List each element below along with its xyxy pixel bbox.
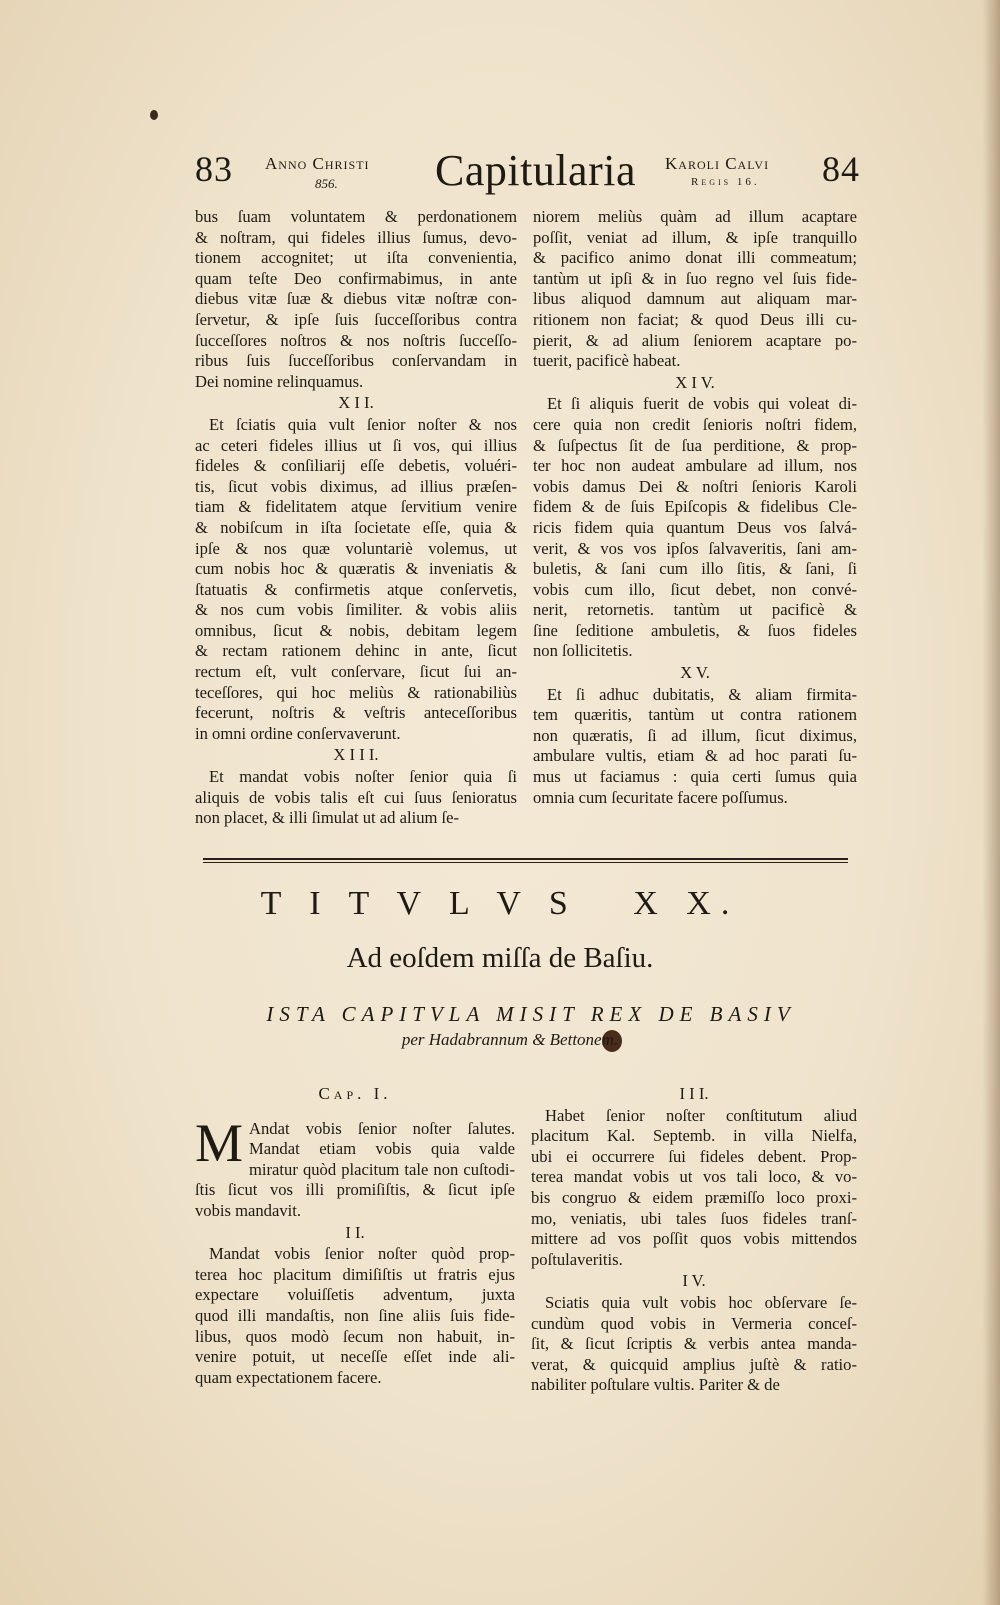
paragraph-continuation (195, 207, 517, 392)
section-heading-ii: I I. (345, 1222, 365, 1242)
text-line: & nobiſcum in iſta ſocietate eſſe, quia & (195, 517, 517, 537)
text-line: Et ſi aliquis fuerit de vobis qui voleat di- (547, 394, 857, 414)
text-line: teceſſores, qui hoc meliùs & rationabiliùs (195, 682, 517, 702)
text-line: Habet ſenior noſter conſtitutum aliud (545, 1105, 857, 1125)
text-line: tiam & fidelitatem atque ſervitium venire (195, 497, 517, 517)
text-line: omnibus, ſicut & nobis, debitam legem (195, 620, 517, 640)
text-line: nabiliter poſtulare vultis. Pariter & de (531, 1375, 780, 1395)
text-line: quod illi mandaſtis, non ſine aliis ſuis fide- (195, 1305, 515, 1325)
text-line: verat, & quicquid amplius juſtè & ratio- (531, 1354, 857, 1374)
text-line: tis, ſicut vobis diximus, ad illius præſen- (195, 476, 517, 496)
text-line: bis congruo & eidem præmiſſo loco proxi- (531, 1187, 857, 1207)
column-lower-left (195, 1083, 515, 1388)
ink-spot (150, 110, 158, 120)
text-line: ubi ei occurrere ſui fideles debent. Prop- (531, 1146, 857, 1166)
text-line: aliquis de vobis talis eſt cui ſuus ſenioratus (195, 787, 517, 807)
text-line: cere quia non credit ſenioris noſtri fidem, (533, 414, 857, 434)
section-heading-iii: I I I. (679, 1084, 709, 1103)
text-line: cundùm quod vobis in Vermeria conceſ- (531, 1313, 857, 1333)
text-line: tuerit, pacificè habeat. (533, 351, 681, 371)
text-line: terea hoc placitum dimiſiſtis ut fratris ejus (195, 1264, 515, 1284)
text-line: Dei nomine relinquamus. (195, 371, 364, 391)
running-head-right: Karoli Calvi (665, 154, 770, 173)
text-line: libus aliquod damnum aut aliquam mar- (533, 289, 857, 309)
column-upper-right (533, 207, 857, 808)
text-line: nerit, retornetis. tantùm ut pacificè & (533, 600, 857, 620)
paragraph-i (195, 1112, 515, 1222)
text-line: expectare voluiſſetis adventum, juxta (195, 1285, 515, 1305)
text-line: vobis cum illo, ſicut debet, non convé- (533, 579, 857, 599)
text-line: ſucceſſores noſtros & nos noſtris ſucceſſo- (195, 330, 517, 350)
text-line: & noſtram, qui fideles illius ſumus, devo- (195, 227, 517, 247)
text-line: mus ut faciamus : quia certi ſumus quia (533, 767, 857, 787)
text-line: & ſuſpectus ſit de ſua perditione, & prop- (533, 435, 857, 455)
section-heading-xiii: X I I I. (333, 745, 379, 765)
section-heading-xii: X I I. (338, 393, 374, 413)
section-heading-xiv: X I V. (675, 372, 715, 392)
drop-capital: M (195, 1112, 244, 1173)
text-line: fideles & conſiliarij eſſe debetis, voluéri- (195, 456, 517, 476)
title-heading (0, 885, 1000, 923)
text-line: terea mandat vobis ut vos tali loco, & vo- (531, 1167, 857, 1187)
text-line: ribus ſuis ſucceſſoribus conſervandam in (195, 351, 517, 371)
text-line: ritionem non faciat; & quod Deus illi cu- (533, 309, 857, 329)
text-line: fecerunt, noſtris & veſtris anteceſſoribus (195, 703, 517, 723)
text-line: ſtatuatis & confirmetis atque conſervetis, (195, 579, 517, 599)
text-line: ac ceteri fideles illius ut ſi vos, qui illius (195, 435, 517, 455)
page-edge-shadow (982, 0, 1000, 1605)
text-line: tionem accognitet; ut iſta convenientia, (195, 248, 517, 268)
page-header (195, 148, 860, 198)
text-line: diebus vitæ ſuæ & diebus vitæ noſtræ con- (195, 289, 517, 309)
text-line: verit, & vos vos ipſos ſalvaveritis, ſani am- (533, 538, 857, 558)
page-number-left: 83 (195, 149, 233, 189)
paragraph-xiii (195, 767, 517, 829)
italic-heading-line-2: per Hadabrannum & Bettonem. (401, 1030, 619, 1049)
text-line: cum nobis hoc & quæratis & inveniatis & (195, 559, 517, 579)
text-line: tem quæritis, tantùm ut contra rationem (533, 705, 857, 725)
text-line: poſtulaveritis. (531, 1249, 623, 1269)
subtitle-heading: Ad eoſdem miſſa de Baſiu. (346, 942, 654, 974)
text-line: Sciatis quia vult vobis hoc obſervare ſe- (545, 1292, 857, 1312)
text-line: Et mandat vobis noſter ſenior quia ſi (209, 767, 517, 787)
text-line: poſſit, veniat ad illum, & ipſe tranquillo (533, 227, 857, 247)
text-line: ſervetur, & ipſe ſuis ſucceſſoribus contra (195, 309, 517, 329)
text-line: buletis, & ſani cum illo ſitis, & ſani, ſi (533, 559, 857, 579)
text-line: libus, quos modò ſecum non habuit, in- (195, 1326, 515, 1346)
paragraph-ii (195, 1244, 515, 1388)
text-line: niorem meliùs quàm ad illum acaptare (533, 207, 857, 226)
text-line: & rectam rationem dehinc in ante, ſicut (195, 641, 517, 661)
running-title: Capitularia (435, 146, 636, 195)
text-line: ipſe & nos quæ voluntariè volemus, ut (195, 538, 517, 558)
text-line: bus ſuam voluntatem & perdonationem (195, 207, 517, 226)
section-heading-iv: I V. (682, 1271, 706, 1291)
running-head-year: 856. (315, 176, 338, 191)
text-line: ſit, & ſicut ſcriptis & verbis antea manda- (531, 1334, 857, 1354)
paragraph-xii (195, 415, 517, 745)
text-line: vobis mandavit. (195, 1200, 302, 1220)
text-line: non ſollicitetis. (533, 641, 633, 661)
text-line: rectum eſt, vult conſervare, ſicut ſui an- (195, 662, 517, 682)
text-line: ricis fidem quia quantum Deus vos ſalvá- (533, 517, 857, 537)
divider-rule-thin (203, 862, 848, 863)
text-line: quam teſte Deo confirmabimus, in ante (195, 268, 517, 288)
text-line: Mandat etiam vobis quia valde (249, 1139, 515, 1159)
text-line: Andat vobis ſenior noſter ſalutes. (249, 1118, 515, 1138)
text-line: non quæratis, ſi ad illum, ſicut diximus, (533, 725, 857, 745)
title-text: T I T V L V S X X. (260, 885, 740, 922)
text-line: ſtis ſicut vos illi promiſiſtis, & ſicut ipſe (195, 1180, 515, 1200)
text-line: Et ſciatis quia vult ſenior noſter & nos (209, 414, 517, 434)
text-line: miratur quòd placitum tale non cuſtodi- (249, 1159, 515, 1179)
column-upper-left (195, 207, 517, 829)
italic-heading-line-1: ISTA CAPITVLA MISIT REX DE BASIV (266, 1002, 796, 1026)
text-line: ſine ſeditione ambuletis, & ſuos fideles (533, 620, 857, 640)
text-line: mittere ad vos poſſit quos vobis mittendos (531, 1229, 857, 1249)
paragraph-iii (531, 1106, 857, 1271)
text-line: Et ſi adhuc dubitatis, & aliam firmita- (547, 684, 857, 704)
text-line: ambulare vultis, etiam & ad hoc parati ſu- (533, 746, 857, 766)
text-line: venire potuit, ut neceſſe eſſet inde ali- (195, 1347, 515, 1367)
text-line: tantùm ut ipſi & in ſuo regno vel ſuis fide- (533, 268, 857, 288)
text-line: ter hoc non audeat ambulare ad illum, nos (533, 456, 857, 476)
paragraph-continuation-right (533, 207, 857, 372)
section-heading-xv: X V. (680, 663, 710, 683)
text-line: pierit, & ad alium ſeniorem acaptare po- (533, 330, 857, 350)
text-line: & pacifico animo donat illi commeatum; (533, 248, 857, 268)
running-head-regnal-year: Regis 16. (691, 176, 760, 188)
paragraph-xiv (533, 394, 857, 662)
text-line: in omni ordine conſervaverunt. (195, 723, 401, 743)
text-line: vobis damus Dei & noſtri ſenioris Karoli (533, 476, 857, 496)
text-line: fidem & de ſuis Epiſcopis & fidelibus Cle- (533, 497, 857, 517)
paragraph-xv (533, 685, 857, 809)
chapter-heading-i: Cap. I. (318, 1084, 392, 1103)
text-line: omnia cum ſecuritate facere poſſumus. (533, 787, 788, 807)
column-lower-right (531, 1083, 857, 1396)
text-line: non placet, & illi ſimulat ut ad alium ſe- (195, 808, 460, 828)
running-head-left: Anno Christi (265, 154, 370, 173)
paragraph-iv (531, 1293, 857, 1396)
divider-rule (203, 858, 848, 860)
text-line: Mandat vobis ſenior noſter quòd prop- (209, 1244, 515, 1264)
text-line: placitum Kal. Septemb. in villa Nielfa, (531, 1126, 857, 1146)
text-line: mo, veniatis, ubi tales ſuos fideles tranſ- (531, 1208, 857, 1228)
text-line: quam expectationem facere. (195, 1367, 382, 1387)
page-number-right: 84 (822, 149, 860, 189)
text-line: & nos cum vobis ſimiliter. & vobis aliis (195, 600, 517, 620)
